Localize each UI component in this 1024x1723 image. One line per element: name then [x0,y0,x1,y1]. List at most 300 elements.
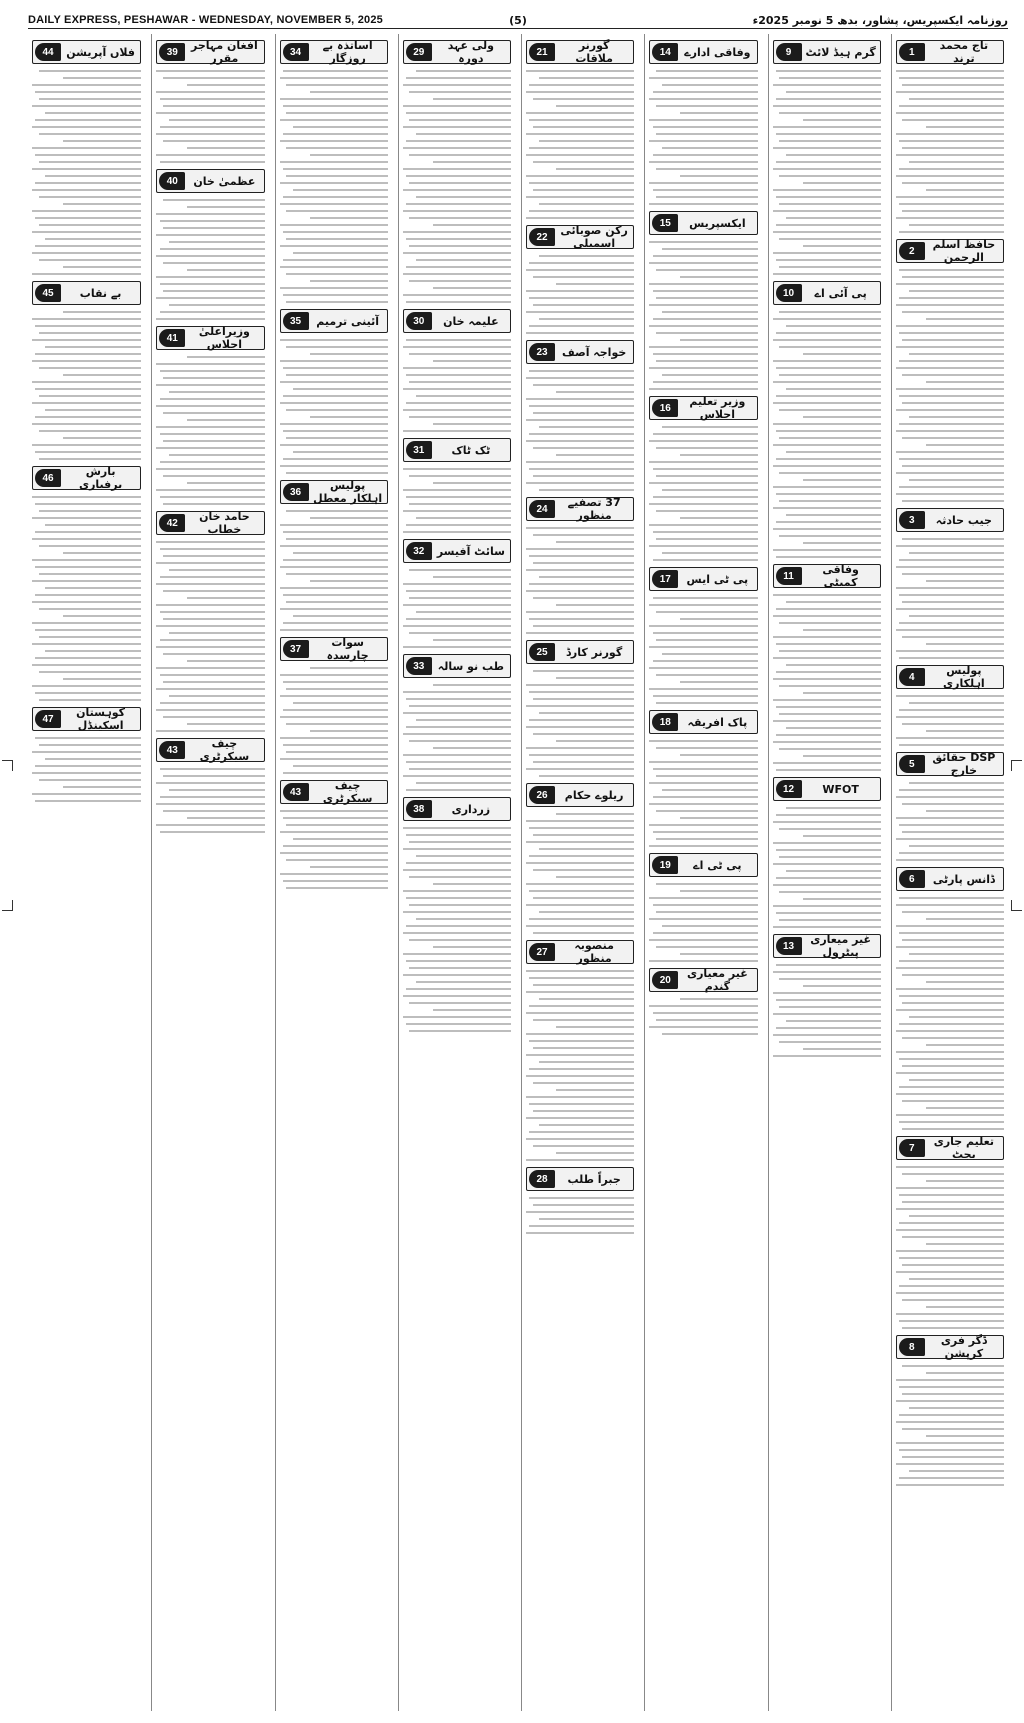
text-line [526,196,634,198]
text-line [280,737,388,739]
text-line [649,161,757,163]
story-headline: غیر میعاری پیٹرول [810,933,871,959]
text-line [293,189,388,191]
text-line [280,339,388,341]
text-line [902,119,1004,121]
text-line [896,1379,1004,1381]
text-line [409,154,511,156]
text-line [63,266,142,268]
text-line [662,552,757,554]
text-line [779,1041,881,1043]
text-line [526,398,634,400]
text-line [403,105,511,107]
story-body-text [280,337,388,474]
text-line [35,765,141,767]
text-line [169,695,264,697]
text-line [896,1292,1004,1294]
text-line [187,147,265,149]
news-story [773,928,881,1057]
text-line [649,1005,757,1007]
text-line [35,629,141,631]
text-line [533,304,635,306]
text-line [899,1023,1004,1025]
text-line [406,524,511,526]
text-line [35,737,141,739]
text-line [533,126,635,128]
text-line [649,503,757,505]
text-line [529,1197,634,1199]
text-line [539,775,634,777]
text-line [416,196,511,198]
text-line [556,283,634,285]
story-number-badge: 6 [899,870,925,888]
text-line [909,615,1004,617]
text-line [899,1058,1004,1060]
text-line [169,304,264,306]
text-line [409,939,511,941]
text-line [529,855,634,857]
text-line [899,995,1004,997]
text-line [680,276,758,278]
text-line [899,559,1004,561]
story-number-badge: 47 [35,710,61,728]
text-line [286,210,388,212]
story-headline-box [896,40,1004,64]
story-headline: علیمہ خان [443,314,499,328]
text-line [169,241,264,243]
column [398,34,515,1711]
story-headline-box [526,783,634,807]
news-story [32,460,141,701]
text-line [656,168,758,170]
text-line [280,402,388,404]
text-line [649,625,757,627]
text-line [163,262,265,264]
news-story [403,432,511,533]
text-line [39,608,142,610]
text-line [773,720,881,722]
text-line [35,566,141,568]
text-line [653,904,758,906]
text-line [776,814,881,816]
text-line [653,154,758,156]
story-headline: وزیراعلیٰ اجلاس [198,325,250,351]
text-line [409,503,511,505]
text-line [899,709,1004,711]
text-line [662,147,757,149]
text-line [310,217,388,219]
text-line [902,437,1004,439]
text-line [786,154,881,156]
news-story [773,771,881,928]
news-story [403,34,511,303]
text-line [286,346,388,348]
text-line [526,684,634,686]
story-headline: فلاں آپریشن [66,45,135,59]
text-line [526,269,634,271]
text-line [163,199,265,201]
text-line [39,636,142,638]
text-line [902,939,1004,941]
text-line [163,412,265,414]
text-line [662,311,757,313]
text-line [283,105,388,107]
story-headline-box [773,777,881,801]
text-line [653,1012,758,1014]
text-line [656,810,758,812]
text-line [649,918,757,920]
text-line [902,723,1004,725]
story-headline: عظمیٰ خان [193,174,256,188]
text-line [403,754,511,756]
story-number-badge: 12 [776,780,802,798]
text-line [156,562,264,564]
text-line [163,810,265,812]
text-line [32,339,141,341]
text-line [649,667,757,669]
text-line [656,639,758,641]
text-line [529,719,634,721]
story-number-badge: 43 [159,741,185,759]
text-line [902,1456,1004,1458]
story-number-badge: 8 [899,1338,925,1356]
text-line [526,768,634,770]
text-line [63,140,142,142]
text-line [403,932,511,934]
text-line [896,1093,1004,1095]
story-headline-box [280,309,388,333]
text-line [649,824,757,826]
text-line [773,210,881,212]
text-line [526,548,634,550]
text-line [656,611,758,613]
text-line [529,618,634,620]
text-line [902,402,1004,404]
story-body-text [649,738,757,847]
text-line [656,702,758,704]
text-line [653,496,758,498]
text-line [926,1107,1004,1109]
text-line [896,133,1004,135]
text-line [533,1047,635,1049]
text-line [899,852,1004,854]
story-headline-box [280,40,388,64]
text-line [776,849,881,851]
story-headline: 37 تصفیے منظور [567,496,621,522]
text-line [32,210,141,212]
text-line [529,210,634,212]
text-line [649,262,757,264]
story-headline-box [773,564,881,588]
text-line [680,998,758,1000]
text-line [533,98,635,100]
story-headline: رکن صوبائی اسمبلی [560,224,628,250]
news-story [773,34,881,275]
text-line [899,594,1004,596]
story-headline: DSP حقائق خارج [932,751,996,777]
text-line [280,182,388,184]
story-number-badge: 2 [899,242,925,260]
text-line [926,643,1004,645]
text-line [786,727,881,729]
text-line [656,70,758,72]
text-line [779,650,881,652]
text-line [416,395,511,397]
text-line [656,747,758,749]
news-story [403,791,511,1032]
text-line [280,140,388,142]
text-line [409,967,511,969]
text-line [283,744,388,746]
text-line [533,562,635,564]
text-line [779,978,881,980]
text-line [662,1033,757,1035]
text-line [896,1313,1004,1315]
text-line [649,604,757,606]
story-headline: پاک افریقہ [687,715,748,729]
text-line [899,932,1004,934]
news-story [156,163,264,320]
text-line [39,779,142,781]
text-line [286,887,388,889]
text-line [896,608,1004,610]
text-line [403,189,511,191]
text-line [649,782,757,784]
text-line [773,528,881,530]
story-body-text [649,239,757,390]
text-line [409,381,511,383]
text-line [283,772,388,774]
story-headline-box [156,40,264,64]
text-line [283,259,388,261]
text-line [556,1026,634,1028]
text-line [433,1009,511,1011]
story-body-text [526,525,634,634]
text-line [803,692,881,694]
story-headline-box [403,40,511,64]
text-line [32,84,141,86]
text-line [896,430,1004,432]
text-line [406,761,511,763]
text-line [926,810,1004,812]
text-line [32,772,141,774]
text-line [902,538,1004,540]
story-headline: تعلیم جاری بجٹ [933,1135,994,1161]
text-line [433,360,511,362]
story-headline: جیب حادثہ [935,513,992,527]
text-line [280,674,388,676]
story-number-badge: 35 [283,312,309,330]
text-line [902,1173,1004,1175]
news-story [896,34,1004,233]
text-line [803,755,881,757]
text-line [403,604,511,606]
text-line [526,217,634,219]
text-line [773,615,881,617]
text-line [409,416,511,418]
text-line [45,587,141,589]
text-line [310,866,388,868]
text-line [160,126,265,128]
text-line [156,468,264,470]
text-line [656,447,758,449]
text-line [529,405,634,407]
text-line [680,618,758,620]
text-line [403,147,511,149]
text-line [156,646,264,648]
text-line [776,964,881,966]
text-line [786,514,881,516]
text-line [896,988,1004,990]
text-line [556,813,634,815]
text-line [406,925,511,927]
story-body-text [403,68,511,303]
text-line [526,1211,634,1213]
text-line [649,646,757,648]
text-line [409,280,511,282]
text-line [280,873,388,875]
text-line [803,353,881,355]
story-number-badge: 28 [529,1170,555,1188]
text-line [283,367,388,369]
text-line [160,576,265,578]
text-line [899,1121,1004,1123]
column [28,34,145,1711]
text-line [529,1131,634,1133]
text-line [779,919,881,921]
text-line [163,475,265,477]
story-body-text [32,309,141,460]
news-story [649,34,757,205]
text-line [902,276,1004,278]
text-line [160,311,265,313]
text-line [409,705,511,707]
text-line [187,206,265,208]
text-line [406,698,511,700]
text-line [35,657,141,659]
text-line [653,768,758,770]
text-line [160,161,265,163]
text-line [280,695,388,697]
text-line [156,255,264,257]
text-line [310,517,388,519]
text-line [403,489,511,491]
text-line [896,1484,1004,1486]
text-line [187,482,265,484]
text-line [286,437,388,439]
story-body-text [280,808,388,889]
text-line [899,1086,1004,1088]
story-headline-box [649,968,757,992]
text-line [433,883,511,885]
story-headline-box [526,40,634,64]
text-line [163,618,265,620]
text-line [286,723,388,725]
text-line [896,904,1004,906]
text-line [32,360,141,362]
text-line [656,510,758,512]
text-line [280,545,388,547]
text-line [280,360,388,362]
column [521,34,638,1711]
text-line [649,388,757,390]
text-line [32,793,141,795]
text-line [776,224,881,226]
text-line [35,217,141,219]
news-story [526,34,634,219]
story-number-badge: 10 [776,284,802,302]
news-story [403,303,511,432]
story-number-badge: 33 [406,657,432,675]
text-line [533,761,635,763]
text-line [773,699,881,701]
text-line [803,542,881,544]
text-line [526,1138,634,1140]
text-line [896,1072,1004,1074]
story-body-text [280,508,388,631]
story-body-text [32,494,141,701]
text-line [529,1103,634,1105]
text-line [773,741,881,743]
text-line [902,374,1004,376]
story-number-badge: 41 [159,329,185,347]
text-line [403,294,511,296]
story-headline: بے نقاب [79,286,122,300]
text-line [526,175,634,177]
text-line [926,1243,1004,1245]
story-headline: ڈگر فری کرپشن [940,1334,987,1360]
text-line [899,360,1004,362]
text-line [653,531,758,533]
text-line [899,1449,1004,1451]
text-line [902,974,1004,976]
text-line [529,754,634,756]
text-line [163,377,265,379]
text-line [32,231,141,233]
text-line [160,220,265,222]
text-line [896,1114,1004,1116]
text-line [433,684,511,686]
text-line [280,77,388,79]
crop-mark [2,900,13,911]
text-line [656,475,758,477]
text-line [433,161,511,163]
text-line [896,1030,1004,1032]
text-line [649,241,757,243]
text-line [169,569,264,571]
text-line [283,458,388,460]
story-body-text [896,68,1004,233]
page-number: (5) [509,13,527,27]
story-body-text [526,368,634,491]
text-line [32,402,141,404]
text-line [773,842,881,844]
story-number-badge: 26 [529,786,555,804]
text-line [649,524,757,526]
text-line [649,545,757,547]
text-line [406,496,511,498]
text-line [406,402,511,404]
text-line [539,911,634,913]
text-line [416,259,511,261]
text-line [526,1232,634,1234]
text-line [653,632,758,634]
text-line [773,231,881,233]
text-line [156,112,264,114]
text-line [776,332,881,334]
story-number-badge: 7 [899,1139,925,1157]
text-line [773,381,881,383]
